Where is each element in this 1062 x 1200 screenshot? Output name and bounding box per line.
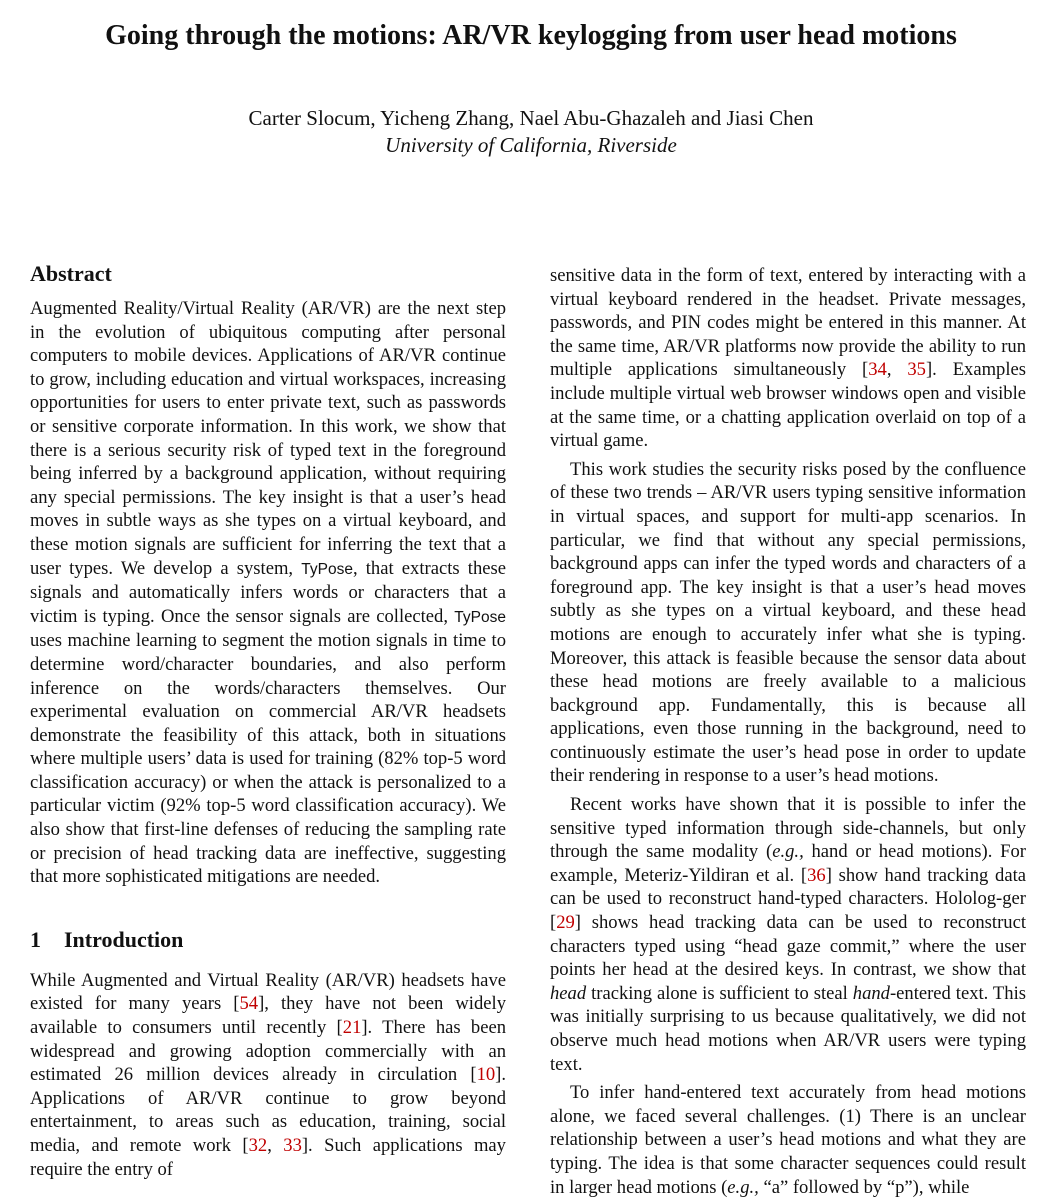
emphasis: hand	[852, 982, 890, 1004]
intro-paragraph-1-continued	[550, 264, 1026, 453]
text-span: ]. Such applications may require the entry of	[30, 1135, 506, 1180]
intro-paragraph-1	[30, 969, 506, 1181]
abstract-text-part: , that extracts these signals and automatically infers words or characters that a victim is typing. Once the sensor signals are collected,	[30, 557, 506, 627]
system-name: TyPose	[301, 560, 353, 578]
section-number: 1	[30, 926, 41, 952]
citation-link[interactable]: 10	[476, 1064, 496, 1086]
system-name: TyPose	[454, 608, 506, 626]
emphasis: e.g.,	[772, 841, 804, 863]
author-list: Carter Slocum, Yicheng Zhang, Nael Abu-Ghazaleh and Jiasi Chen	[248, 106, 814, 130]
text-span: tracking alone is sufficient to steal	[586, 982, 853, 1004]
intro-paragraph-4	[550, 1081, 1026, 1199]
text-span: While Augmented and Virtual Reality (AR/VR) headsets have existed for many years [	[30, 969, 506, 1015]
intro-paragraph-3	[550, 793, 1026, 1076]
intro-paragraph-2: This work studies the security risks posed by the confluence of these two trends – AR/VR users typing sensitive information in virtual spaces, and support for multi-app scenarios. In particular, we find that without any special permissions, background apps can infer the typed words and characters of a foreground app. The key insight is that a user’s head moves subtly as she types on a virtual keyboard, and these head motions are enough to accurately infer what she is typing. Moreover, this attack is feasible because the sensor data about these head motions are freely available to a malicious background app. Fundamentally, this is because all applications, even those running in the background, need to continuously estimate the user’s head pose in order to update their rendering in response to a user’s head motions.	[550, 458, 1026, 787]
text-span: hand or head motions). For example, Meteriz-Yildiran et al. [	[550, 841, 1026, 886]
emphasis: head	[550, 982, 587, 1004]
left-column	[30, 259, 506, 1181]
text-span: ], they have not been widely available to consumers until recently [	[30, 993, 506, 1039]
paper-title: Going through the motions: AR/VR keylogging from user head motions	[105, 20, 957, 51]
text-span: ]. There has been widespread and growing adoption commercially with an estimated 26 million devices already in circulation [	[30, 1017, 507, 1086]
citation-link[interactable]: 21	[342, 1017, 362, 1039]
text-span: ,	[886, 359, 908, 381]
citation-link[interactable]: 32	[248, 1135, 268, 1156]
citation-link[interactable]: 29	[556, 912, 575, 934]
abstract-text-part: Augmented Reality/Virtual Reality (AR/VR) are the next step in the evolution of ubiquitous computing after personal computers to mobile devices. Applications of AR/VR continue to grow, including education and virtual workspaces, increasing opportunities for users to enter private text, such as passwords or sensitive corporate information. In this work, we show that there is a serious security risk of typed text in the foreground being inferred by a background application, without requiring any special permissions. The key insight is that a user’s head moves in subtle ways as she types on a virtual keyboard, and these motion signals are sufficient for inferring the text that a user types. We develop a system,	[30, 298, 506, 579]
abstract-heading: Abstract	[30, 261, 112, 286]
abstract-paragraph	[30, 297, 506, 889]
section-title: Introduction	[64, 926, 184, 952]
text-span: ] shows head tracking data can be used to reconstruct characters typed using “head gaze commit,” where the user points her head at the desired keys. In contrast, we show that	[550, 912, 1026, 981]
emphasis: e.g.,	[727, 1176, 759, 1198]
text-span: To infer hand-entered text accurately from head motions alone, we faced several challenges. (1) There is an unclear relationship between a user’s head motions and what they are typing. The idea is that some character sequences could result in larger head motions (	[550, 1082, 1026, 1198]
text-span: ,	[267, 1135, 284, 1156]
text-span: ] show hand tracking data can be used to reconstruct hand-typed characters. Hololog-ger [	[550, 864, 1026, 934]
text-span: “a” followed by “p”), while	[758, 1176, 970, 1198]
abstract-text-part: uses machine learning to segment the motion signals in time to determine word/character boundaries, and also perform inference on the words/characters themselves. Our experimental evaluation on commercial AR/VR headsets demonstrate the feasibility of this attack, both in situations where multiple users’ data is used for training (82% top-5 word classification accuracy) or when the attack is personalized to a particular victim (92% top-5 word classification accuracy). We also show that first-line defenses of reducing the sampling rate or precision of head tracking data are ineffective, suggesting that more sophisticated mitigations are needed.	[30, 630, 506, 888]
affiliation: University of California, Riverside	[385, 133, 677, 157]
citation-link[interactable]: 33	[283, 1135, 302, 1156]
text-span: sensitive data in the form of text, entered by interacting with a virtual keyboard rendered in the headset. Private messages, passwords, and PIN codes might be entered in this manner. At the same time, AR/VR platforms now provide the ability to run multiple applications simultaneously [	[550, 265, 1026, 381]
citation-link[interactable]: 34	[868, 359, 887, 381]
introduction-heading	[30, 925, 506, 955]
citation-link[interactable]: 35	[907, 359, 926, 381]
citation-link[interactable]: 54	[239, 993, 259, 1015]
citation-link[interactable]: 36	[807, 864, 826, 886]
text-span: Recent works have shown that it is possible to infer the sensitive typed information through side-channels, but only through the same modality (	[550, 794, 1026, 863]
text-span: ]. Applications of AR/VR continue to grow beyond entertainment, to areas such as education, training, social media, and remote work [	[30, 1064, 506, 1156]
text-span: -entered text. This was initially surprising to us because qualitatively, we did not observe much head motions when AR/VR users were typing text.	[550, 982, 1026, 1075]
right-column	[550, 264, 1026, 1199]
text-span: ]. Examples include multiple virtual web browser windows open and visible at the same time, or a chatting application overlaid on top of a virtual game.	[550, 359, 1027, 452]
